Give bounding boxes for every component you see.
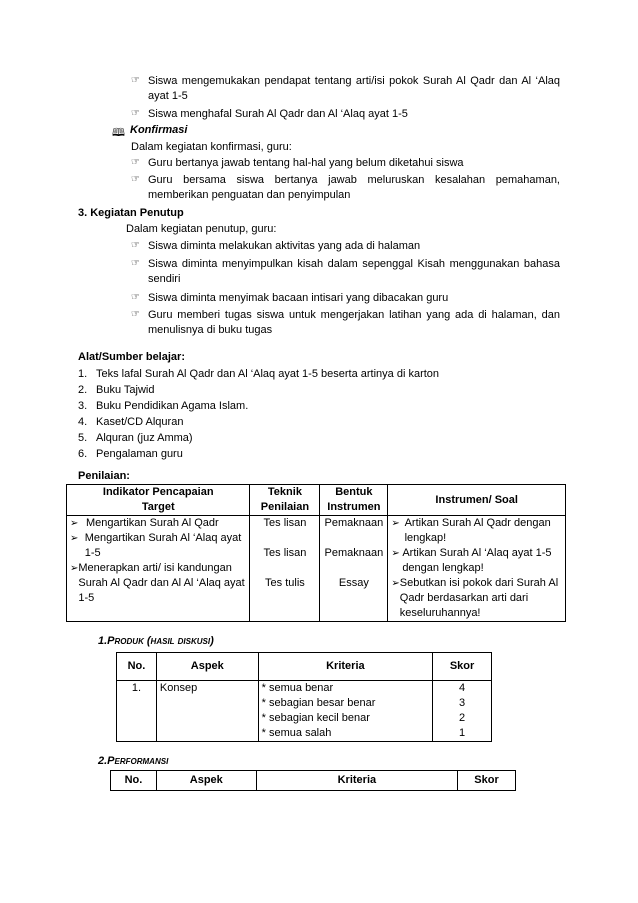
alat-title: Alat/Sumber belajar:: [78, 351, 185, 363]
list-item: Guru bersama siswa bertanya jawab meluruskan kesalahan pemahaman, memberikan penguatan dan penyimpulan: [148, 174, 560, 201]
list-item: Siswa diminta melakukan aktivitas yang ada di halaman: [148, 240, 421, 252]
list-item: Siswa mengemukakan pendapat tentang arti/isi pokok Surah Al Qadr dan Al ‘Alaq ayat 1-5: [148, 75, 560, 102]
header-skor: Skor: [433, 653, 492, 681]
table-row: [117, 681, 492, 742]
pointing-hand-icon: ☞: [131, 292, 140, 303]
penutup-title: 3. Kegiatan Penutup: [78, 207, 184, 219]
table-header-row: [111, 771, 516, 791]
performansi-title: 2.Performansi: [98, 755, 169, 767]
table-header-row: [117, 653, 492, 681]
skor-cell: 4 3 2 1: [433, 681, 492, 742]
produk-table: [116, 652, 492, 742]
header-instrumen: Instrumen/ Soal: [388, 485, 566, 516]
pointing-hand-icon: ☞: [131, 258, 140, 269]
pointing-hand-icon: ☞: [131, 157, 140, 168]
arrow-bullet-icon: ➢: [391, 578, 400, 589]
arrow-bullet-icon: ➢: [70, 563, 79, 574]
indikator-cell: ➢ Mengartikan Surah Al Qadr ➢ Mengartikan Surah Al ‘Alaq ayat 1-5 ➢ Menerapkan arti/ isi kandungan Surah Al Qadr dan Al Al ‘Alaq ayat 1-5: [67, 516, 250, 622]
book-icon: 🕮: [112, 126, 125, 139]
produk-title: 1.Produk (hasil diskusi): [98, 635, 214, 647]
pointing-hand-icon: ☞: [131, 75, 140, 86]
pointing-hand-icon: ☞: [131, 240, 140, 251]
list-item: 1. Teks lafal Surah Al Qadr dan Al ‘Alaq ayat 1-5 beserta artinya di karton: [78, 368, 440, 380]
table-header-row: [67, 485, 566, 516]
list-item: 4. Kaset/CD Alquran: [78, 416, 184, 428]
header-teknik: Teknik Penilaian: [250, 485, 320, 516]
list-item: Guru memberi tugas siswa untuk mengerjakan latihan yang ada di halaman, dan menulisnya di buku tugas: [148, 309, 560, 336]
penutup-intro: Dalam kegiatan penutup, guru:: [126, 223, 277, 235]
list-item: 3. Buku Pendidikan Agama Islam.: [78, 400, 249, 412]
arrow-bullet-icon: ➢: [70, 518, 79, 529]
arrow-bullet-icon: ➢: [70, 533, 79, 544]
header-skor: Skor: [458, 771, 516, 791]
list-item: Siswa diminta menyimpulkan kisah dalam sepenggal Kisah menggunakan bahasa sendiri: [148, 258, 560, 285]
konfirmasi-title: Konfirmasi: [130, 124, 188, 136]
arrow-bullet-icon: ➢: [391, 548, 400, 559]
arrow-bullet-icon: ➢: [391, 518, 400, 529]
performansi-table: [110, 770, 516, 791]
bentuk-cell: Pemaknaan Pemaknaan Essay: [320, 516, 388, 622]
header-aspek: Aspek: [156, 771, 256, 791]
instrumen-cell: ➢ Artikan Surah Al Qadr dengan lengkap! ➢ Artikan Surah Al ‘Alaq ayat 1-5 dengan lengkap! ➢ Sebutkan isi pokok dari Surah Al Qadr berdasarkan arti dari keseluruhannya!: [388, 516, 566, 622]
header-kriteria: Kriteria: [258, 653, 432, 681]
pointing-hand-icon: ☞: [131, 309, 140, 320]
list-item: Guru bertanya jawab tentang hal-hal yang belum diketahui siswa: [148, 157, 464, 169]
list-item: 6. Pengalaman guru: [78, 448, 183, 460]
header-no: No.: [111, 771, 157, 791]
aspek-cell: Konsep: [156, 681, 258, 742]
header-no: No.: [117, 653, 157, 681]
penilaian-title: Penilaian:: [78, 470, 130, 482]
list-item: Siswa menghafal Surah Al Qadr dan Al ‘Alaq ayat 1-5: [148, 108, 408, 120]
pointing-hand-icon: ☞: [131, 108, 140, 119]
list-item: Siswa diminta menyimak bacaan intisari yang dibacakan guru: [148, 292, 449, 304]
no-cell: 1.: [117, 681, 157, 742]
header-indikator: Indikator Pencapaian Target: [67, 485, 250, 516]
table-row: [67, 516, 566, 622]
teknik-cell: Tes lisan Tes lisan Tes tulis: [250, 516, 320, 622]
header-aspek: Aspek: [156, 653, 258, 681]
kriteria-cell: * semua benar * sebagian besar benar * sebagian kecil benar * semua salah: [258, 681, 432, 742]
konfirmasi-intro: Dalam kegiatan konfirmasi, guru:: [131, 141, 292, 153]
list-item: 2. Buku Tajwid: [78, 384, 155, 396]
header-bentuk: Bentuk Instrumen: [320, 485, 388, 516]
penilaian-table: [66, 484, 566, 622]
list-item: 5. Alquran (juz Amma): [78, 432, 193, 444]
pointing-hand-icon: ☞: [131, 174, 140, 185]
header-kriteria: Kriteria: [256, 771, 457, 791]
